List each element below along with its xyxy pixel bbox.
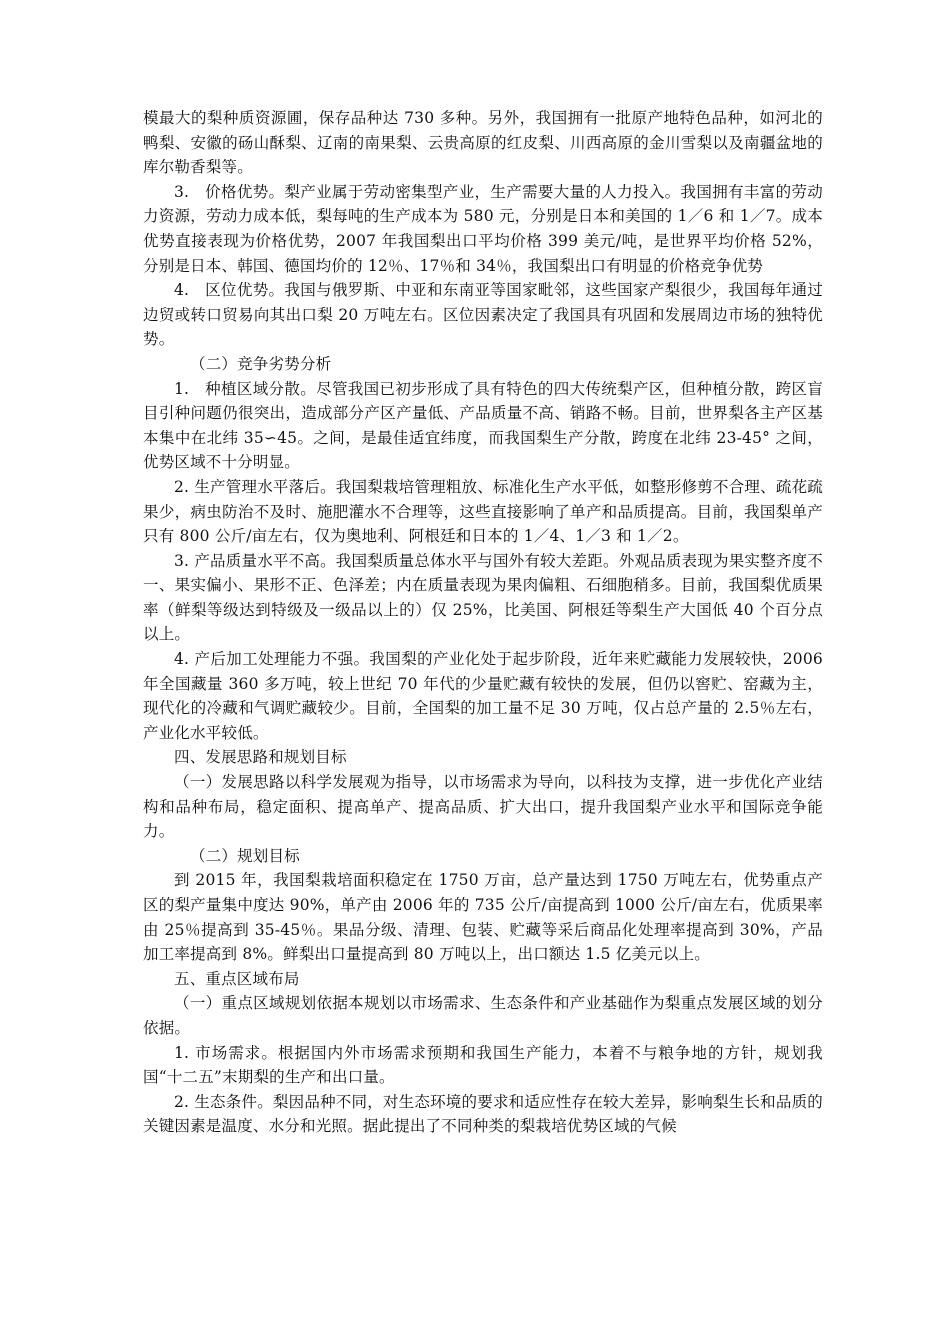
paragraph-market-demand: 1. 市场需求。根据国内外市场需求预期和我国生产能力，本着不与粮争地的方针，规划我国“十二五”末期梨的生产和出口量。	[143, 1043, 823, 1087]
heading-planning-targets: （二）规划目标	[190, 846, 300, 865]
paragraph-continuation: 模最大的梨种质资源圃，保存品种达 730 多种。另外，我国拥有一批原产地特色品种，如河北的鸭梨、安徽的砀山酥梨、辽南的南果梨、云贵高原的红皮梨、川西高原的金川雪梨以及南疆盆地的库尔勒香梨等。	[143, 109, 823, 177]
paragraph-postharvest-processing: 4. 产后加工处理能力不强。我国梨的产业化处于起步阶段，近年来贮藏能力发展较快，2006 年全国藏量 360 多万吨，较上世纪 70 年代的少量贮藏有较快的发展，但仍以窖贮、窑藏为主，现代化的冷藏和气调贮藏较少。目前，全国梨的加工量不足 30 万吨，仅占总产量的 2.5％左右，产业化水平较低。	[143, 650, 823, 742]
paragraph-scattered-planting: 1. 种植区域分散。尽管我国已初步形成了具有特色的四大传统梨产区，但种植分散，跨区盲目引种问题仍很突出，造成部分产区产量低、产品质量不高、销路不畅。目前，世界梨各主产区基本集中在北纬 35∽45。之间，是最佳适宜纬度，而我国梨生产分散，跨度在北纬 23-45° 之间，优势区域不十分明显。	[143, 379, 823, 472]
paragraph-2015-targets: 到 2015 年，我国梨栽培面积稳定在 1750 万亩，总产量达到 1750 万吨左右，优势重点产区的梨产量集中度达 90%，单产由 2006 年的 735 公斤/亩提高到 1000 公斤/亩左右，优质果率由 25％提高到 35-45％。果品分级、清理、包装、贮藏等采后商品化处理率提高到 30%，产品加工率提高到 8%。鲜梨出口量提高到 80 万吨以上，出口额达 1.5 亿美元以上。	[143, 871, 823, 964]
paragraph-development-approach: （一）发展思路以科学发展观为指导，以市场需求为导向，以科技为支撑，进一步优化产业结构和品种布局，稳定面积、提高单产、提高品质、扩大出口，提升我国梨产业水平和国际竞争能力。	[143, 773, 823, 841]
paragraph-management-level: 2. 生产管理水平落后。我国梨栽培管理粗放、标准化生产水平低，如整形修剪不合理、疏花疏果少，病虫防治不及时、施肥灌水不合理等，这些直接影响了单产和品质提高。目前，我国梨单产只有 800 公斤/亩左右，仅为奥地利、阿根廷和日本的 1／4、1／3 和 1／2。	[143, 477, 823, 546]
heading-development-goals: 四、发展思路和规划目标	[174, 748, 347, 767]
paragraph-location-advantage: 4. 区位优势。我国与俄罗斯、中亚和东南亚等国家毗邻，这些国家产梨很少，我国每年通过边贸或转口贸易向其出口梨 20 万吨左右。区位因素决定了我国具有巩固和发展周边市场的独特优势。	[143, 281, 823, 349]
heading-regional-layout: 五、重点区域布局	[174, 969, 300, 988]
paragraph-price-advantage: 3. 价格优势。梨产业属于劳动密集型产业，生产需要大量的人力投入。我国拥有丰富的劳动力资源，劳动力成本低，梨每吨的生产成本为 580 元，分别是日本和美国的 1／6 和 1／7。成本优势直接表现为价格优势，2007 年我国梨出口平均价格 399 美元/吨，是世界平均价格 52%，分别是日本、韩国、德国均价的 12％、17％和 34％，我国梨出口有明显的价格竞争优势	[143, 182, 823, 275]
paragraph-product-quality: 3. 产品质量水平不高。我国梨质量总体水平与国外有较大差距。外观品质表现为果实整齐度不一、果实偏小、果形不正、色泽差；内在质量表现为果肉偏粗、石细胞稍多。目前，我国梨优质果率（鲜梨等级达到特级及一级品以上的）仅 25%，比美国、阿根廷等梨生产大国低 40 个百分点以上。	[143, 551, 823, 644]
document-body	[143, 106, 823, 1139]
paragraph-ecological-conditions: 2. 生态条件。梨因品种不同，对生态环境的要求和适应性存在较大差异，影响梨生长和品质的关键因素是温度、水分和光照。据此提出了不同种类的梨栽培优势区域的气候	[143, 1092, 823, 1136]
paragraph-planning-basis: （一）重点区域规划依据本规划以市场需求、生态条件和产业基础作为梨重点发展区域的划分依据。	[143, 994, 823, 1037]
heading-competitive-disadvantage: （二）竞争劣势分析	[190, 354, 332, 373]
